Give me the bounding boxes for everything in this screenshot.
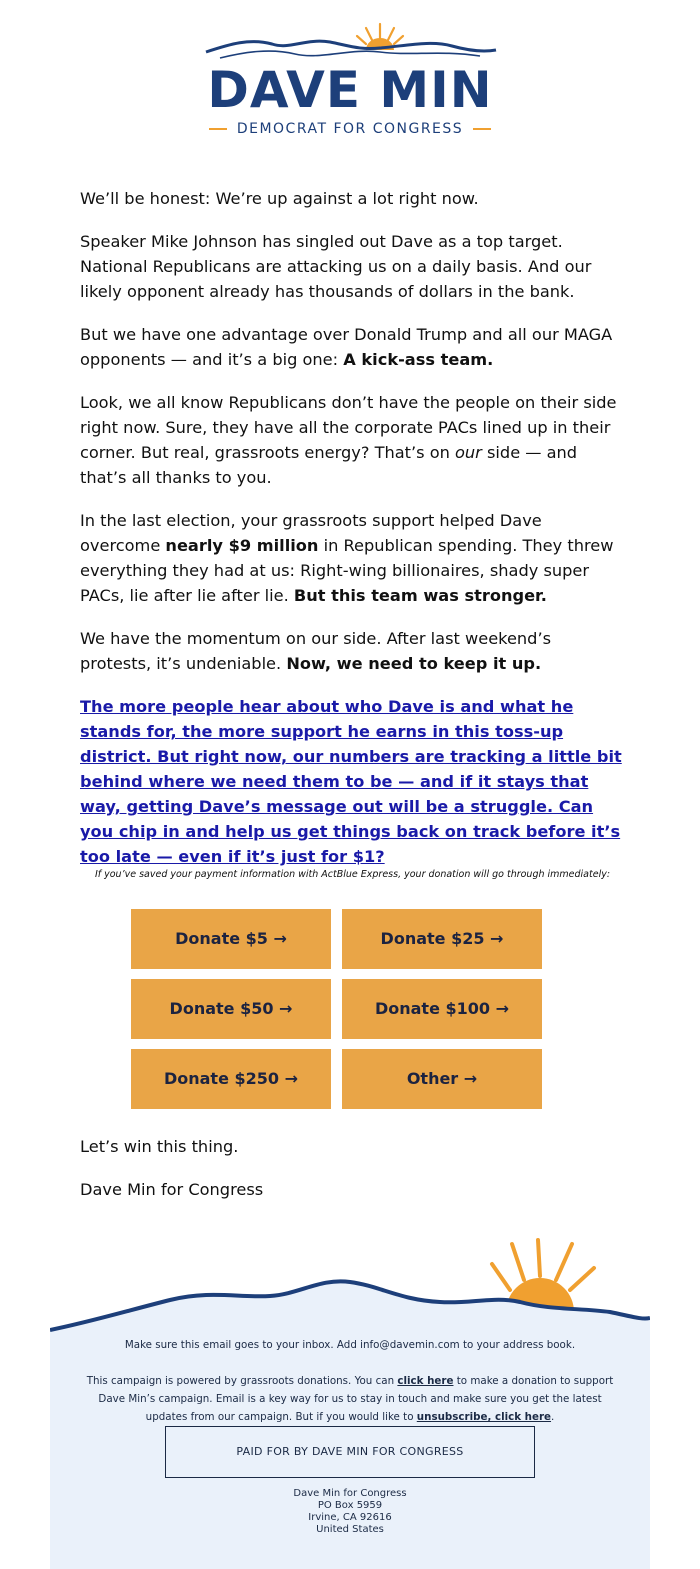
paragraph-5-bold-1: nearly $9 million	[165, 536, 319, 555]
header	[0, 0, 700, 160]
address-line: Irvine, CA 92616	[308, 1512, 392, 1523]
paragraph-6-bold: Now, we need to keep it up.	[286, 654, 542, 673]
logo-subtitle-text: DEMOCRAT FOR CONGRESS	[236, 121, 464, 137]
left-dash	[209, 128, 227, 130]
paragraph-4-emphasis: our	[455, 443, 482, 462]
closing	[80, 1134, 263, 1220]
logo-name: DAVE MIN	[207, 61, 493, 119]
ask-paragraph	[80, 694, 625, 869]
inbox-note: Make sure this email goes to your inbox. Add info@davemin.com to your address book.	[124, 1339, 576, 1351]
powered-text-a: This campaign is powered by grassroots donations. You can	[86, 1375, 398, 1387]
paid-for-box: PAID FOR BY DAVE MIN FOR CONGRESS	[165, 1426, 535, 1478]
signature: Dave Min for Congress	[80, 1180, 264, 1199]
unsubscribe-link[interactable]: unsubscribe, click here	[416, 1411, 552, 1423]
donate-button-grid	[131, 909, 542, 1109]
mailing-address	[50, 1488, 650, 1536]
donate-50-button[interactable]: Donate $50 →	[131, 979, 331, 1039]
right-dash	[473, 128, 491, 130]
donate-5-button[interactable]: Donate $5 →	[131, 909, 331, 969]
logo-subtitle	[0, 120, 700, 138]
email-body	[80, 186, 625, 891]
paragraph-3-text: But we have one advantage over Donald Trump and all our MAGA opponents — and it’s a big one:	[80, 325, 613, 369]
donate-250-button[interactable]: Donate $250 →	[131, 1049, 331, 1109]
paragraph-1: We’ll be honest: We’re up against a lot right now.	[80, 189, 479, 208]
paragraph-3-bold: A kick-ass team.	[343, 350, 494, 369]
address-line: PO Box 5959	[317, 1500, 383, 1511]
powered-text-b: to make a donation to support Dave Min’s campaign. Email is a key way for us to stay in touch and make sure you get the latest updates from our campaign. But if you would like to	[98, 1375, 614, 1423]
actblue-express-note: If you’ve saved your payment information with ActBlue Express, your donation will go through immediately:	[94, 869, 611, 880]
powered-note	[50, 1372, 650, 1426]
paragraph-5	[80, 508, 625, 608]
donate-click-here-link[interactable]: click here	[397, 1375, 454, 1387]
paragraph-4-text-a: Look, we all know Republicans don’t have the people on their side right now. Sure, they have all the corporate PACs lined up in their corner. But real, grassroots energy? That’s on	[80, 393, 617, 462]
paragraph-6-text: We have the momentum on our side. After last weekend’s protests, it’s undeniable.	[80, 629, 552, 673]
donate-other-button[interactable]: Other →	[342, 1049, 542, 1109]
powered-text-c: .	[551, 1411, 555, 1423]
paragraph-2: Speaker Mike Johnson has singled out Dave as a top target. National Republicans are attacking us on a daily basis. And our likely opponent already has thousands of dollars in the bank.	[80, 232, 592, 301]
address-line: Dave Min for Congress	[293, 1488, 407, 1499]
paragraph-4-text-b: side — and that’s all thanks to you.	[80, 443, 578, 487]
paragraph-4	[80, 390, 625, 490]
donate-100-button[interactable]: Donate $100 →	[342, 979, 542, 1039]
paragraph-6	[80, 626, 625, 676]
donate-25-button[interactable]: Donate $25 →	[342, 909, 542, 969]
paragraph-5-text-a: In the last election, your grassroots support helped Dave overcome	[80, 511, 542, 555]
paragraph-5-text-b: in Republican spending. They threw everything they had at us: Right-wing billionaires, shady super PACs, lie after lie after lie.	[80, 536, 614, 605]
footer	[50, 1230, 650, 1569]
closing-line: Let’s win this thing.	[80, 1137, 239, 1156]
paragraph-3	[80, 322, 625, 372]
address-line: United States	[316, 1524, 384, 1535]
paragraph-5-bold-2: But this team was stronger.	[293, 586, 547, 605]
donation-ask-link[interactable]: The more people hear about who Dave is and what he stands for, the more support he earns in this toss-up district. But right now, our numbers are tracking a little bit behind where we need them to be — and if it stays that way, getting Dave’s message out will be a struggle. Can you chip in and help us get things back on track before it’s too late — even if it’s just for $1?	[80, 697, 622, 866]
